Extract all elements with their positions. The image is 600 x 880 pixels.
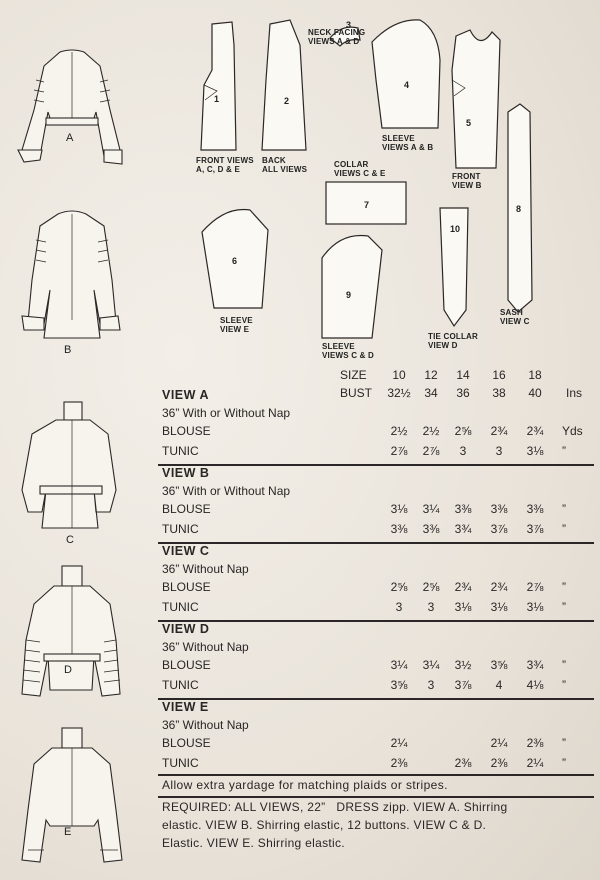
yardage-cell: 3⅛ <box>526 600 544 614</box>
piece-label: FRONT VIEWS A, C, D & E <box>196 156 254 174</box>
unit-mark: ” <box>562 580 566 594</box>
yardage-cell: 2⅞ <box>390 444 408 458</box>
view-title: VIEW B <box>162 466 210 480</box>
yardage-cell: 3⅞ <box>490 522 508 536</box>
divider <box>158 796 594 798</box>
plaids-note: Allow extra yardage for matching plaids or stripes. <box>162 778 448 792</box>
figure-b <box>22 211 120 338</box>
yardage-cell: 3⅜ <box>490 502 508 516</box>
size-18: 18 <box>528 368 542 382</box>
piece-number: 2 <box>284 96 290 106</box>
yardage-cell: 3 <box>395 600 403 614</box>
figure-d <box>22 566 120 696</box>
yardage-cell: 4⅛ <box>526 678 544 692</box>
yardage-cell: 3⅜ <box>526 502 544 516</box>
piece-number: 4 <box>404 80 410 90</box>
yardage-cell: 2¼ <box>490 736 508 750</box>
yardage-cell: 3⅝ <box>390 678 408 692</box>
yardage-cell: 3¼ <box>422 658 440 672</box>
unit-mark: ” <box>562 658 566 672</box>
yardage-cell: 2½ <box>390 424 408 438</box>
piece-9-sleeve-cd <box>322 235 382 338</box>
figure-label: C <box>66 534 74 546</box>
piece-number: 1 <box>214 94 220 104</box>
yardage-cell: 3⅛ <box>454 600 472 614</box>
unit-mark: ” <box>562 522 566 536</box>
figure-a <box>18 50 122 164</box>
bust-value: 32½ <box>387 386 411 400</box>
piece-label: FRONT VIEW B <box>452 172 482 190</box>
yardage-cell: 2⅞ <box>422 444 440 458</box>
fabric-width: 36” Without Nap <box>162 718 249 732</box>
garment-figures <box>0 0 160 880</box>
yardage-cell: 3⅞ <box>454 678 472 692</box>
yardage-cell: 3⅞ <box>526 522 544 536</box>
yardage-cell: 2¾ <box>526 424 544 438</box>
garment-label: BLOUSE <box>162 580 211 594</box>
yardage-cell: 3 <box>427 600 435 614</box>
figure-label: D <box>64 664 72 676</box>
view-title: VIEW D <box>162 622 210 636</box>
garment-label: TUNIC <box>162 600 199 614</box>
size-14: 14 <box>456 368 470 382</box>
yardage-cell: 3⅜ <box>390 522 408 536</box>
divider <box>158 620 594 622</box>
bust-unit: Ins <box>566 386 583 400</box>
view-title: VIEW E <box>162 700 209 714</box>
size-10: 10 <box>392 368 406 382</box>
yardage-cell: 2⅝ <box>422 580 440 594</box>
yardage-cell: 3⅛ <box>490 600 508 614</box>
yardage-cell: 2¾ <box>490 424 508 438</box>
yardage-cell: 3½ <box>454 658 472 672</box>
yardage-cell: 3⅛ <box>526 444 544 458</box>
yardage-cell: 3¾ <box>526 658 544 672</box>
yardage-cell: 2½ <box>422 424 440 438</box>
garment-label: BLOUSE <box>162 424 211 438</box>
bust-value: 40 <box>528 386 542 400</box>
fabric-width: 36” With or Without Nap <box>162 406 291 420</box>
piece-number: 3 <box>346 20 352 30</box>
garment-label: TUNIC <box>162 522 199 536</box>
piece-label: SLEEVE VIEW E <box>220 316 253 334</box>
piece-label: TIE COLLAR VIEW D <box>428 332 478 350</box>
piece-label: BACK ALL VIEWS <box>262 156 308 174</box>
yardage-cell: 2⅜ <box>390 756 408 770</box>
fabric-width: 36” Without Nap <box>162 640 249 654</box>
bust-value: 34 <box>424 386 438 400</box>
piece-2-back <box>262 20 306 150</box>
piece-label: SLEEVE VIEWS A & B <box>382 134 434 152</box>
view-title: VIEW A <box>162 388 209 402</box>
required-line-1: REQUIRED: ALL VIEWS, 22” DRESS zipp. VIEW A. Shirring <box>162 800 508 814</box>
figure-c <box>22 402 116 528</box>
yardage-cell: 2⅜ <box>526 736 544 750</box>
size-label: SIZE <box>340 368 367 382</box>
fabric-width: 36” Without Nap <box>162 562 249 576</box>
garment-label: BLOUSE <box>162 658 211 672</box>
garment-label: TUNIC <box>162 444 199 458</box>
figure-e <box>22 728 122 862</box>
yardage-cell: 2¼ <box>526 756 544 770</box>
garment-label: TUNIC <box>162 678 199 692</box>
yardage-cell: 3⅝ <box>490 658 508 672</box>
yardage-cell: 2¾ <box>490 580 508 594</box>
piece-4-sleeve <box>372 20 440 128</box>
fabric-width: 36” With or Without Nap <box>162 484 291 498</box>
piece-number: 8 <box>516 204 522 214</box>
yardage-cell: 2⅜ <box>490 756 508 770</box>
required-line-3: Elastic. VIEW E. Shirring elastic. <box>162 836 345 850</box>
piece-number: 5 <box>466 118 472 128</box>
yardage-cell: 2⅝ <box>454 424 472 438</box>
figure-label: B <box>64 344 72 356</box>
bust-value: 38 <box>492 386 506 400</box>
piece-number: 6 <box>232 256 238 266</box>
divider <box>158 774 594 776</box>
yardage-cell: 3 <box>495 444 503 458</box>
unit-mark: ” <box>562 502 566 516</box>
garment-label: BLOUSE <box>162 736 211 750</box>
figure-label: E <box>64 826 72 838</box>
yardage-cell: 3⅜ <box>422 522 440 536</box>
piece-5-front-b <box>452 30 500 168</box>
yardage-cell: 3 <box>427 678 435 692</box>
unit-mark: ” <box>562 600 566 614</box>
bust-label: BUST <box>340 386 373 400</box>
unit-mark: ” <box>562 736 566 750</box>
size-16: 16 <box>492 368 506 382</box>
yardage-cell: 2⅜ <box>454 756 472 770</box>
piece-label: SASH VIEW C <box>500 308 530 326</box>
yardage-cell: 2⅞ <box>526 580 544 594</box>
size-12: 12 <box>424 368 438 382</box>
unit-mark: ” <box>562 678 566 692</box>
piece-number: 10 <box>450 224 461 234</box>
yardage-cell: 2⅝ <box>390 580 408 594</box>
piece-label: COLLAR VIEWS C & E <box>334 160 386 178</box>
yardage-cell: 3¼ <box>422 502 440 516</box>
piece-number: 7 <box>364 200 370 210</box>
required-line-2: elastic. VIEW B. Shirring elastic, 12 buttons. VIEW C & D. <box>162 818 487 832</box>
yardage-cell: 3¾ <box>454 522 472 536</box>
divider <box>158 464 594 466</box>
bust-value: 36 <box>456 386 470 400</box>
yardage-cell: 3⅛ <box>390 502 408 516</box>
garment-label: TUNIC <box>162 756 199 770</box>
piece-label: NECK FACING VIEWS A & D <box>308 28 366 46</box>
view-title: VIEW C <box>162 544 210 558</box>
unit-mark: ” <box>562 444 566 458</box>
unit-mark: ” <box>562 756 566 770</box>
unit-mark: Yds <box>562 424 583 438</box>
figure-label: A <box>66 132 74 144</box>
divider <box>158 542 594 544</box>
yardage-cell: 2¾ <box>454 580 472 594</box>
piece-label: SLEEVE VIEWS C & D <box>322 342 374 360</box>
garment-label: BLOUSE <box>162 502 211 516</box>
divider <box>158 698 594 700</box>
yardage-cell: 4 <box>495 678 503 692</box>
yardage-cell: 3¼ <box>390 658 408 672</box>
piece-number: 9 <box>346 290 352 300</box>
yardage-cell: 3⅜ <box>454 502 472 516</box>
yardage-cell: 3 <box>459 444 467 458</box>
yardage-cell: 2¼ <box>390 736 408 750</box>
